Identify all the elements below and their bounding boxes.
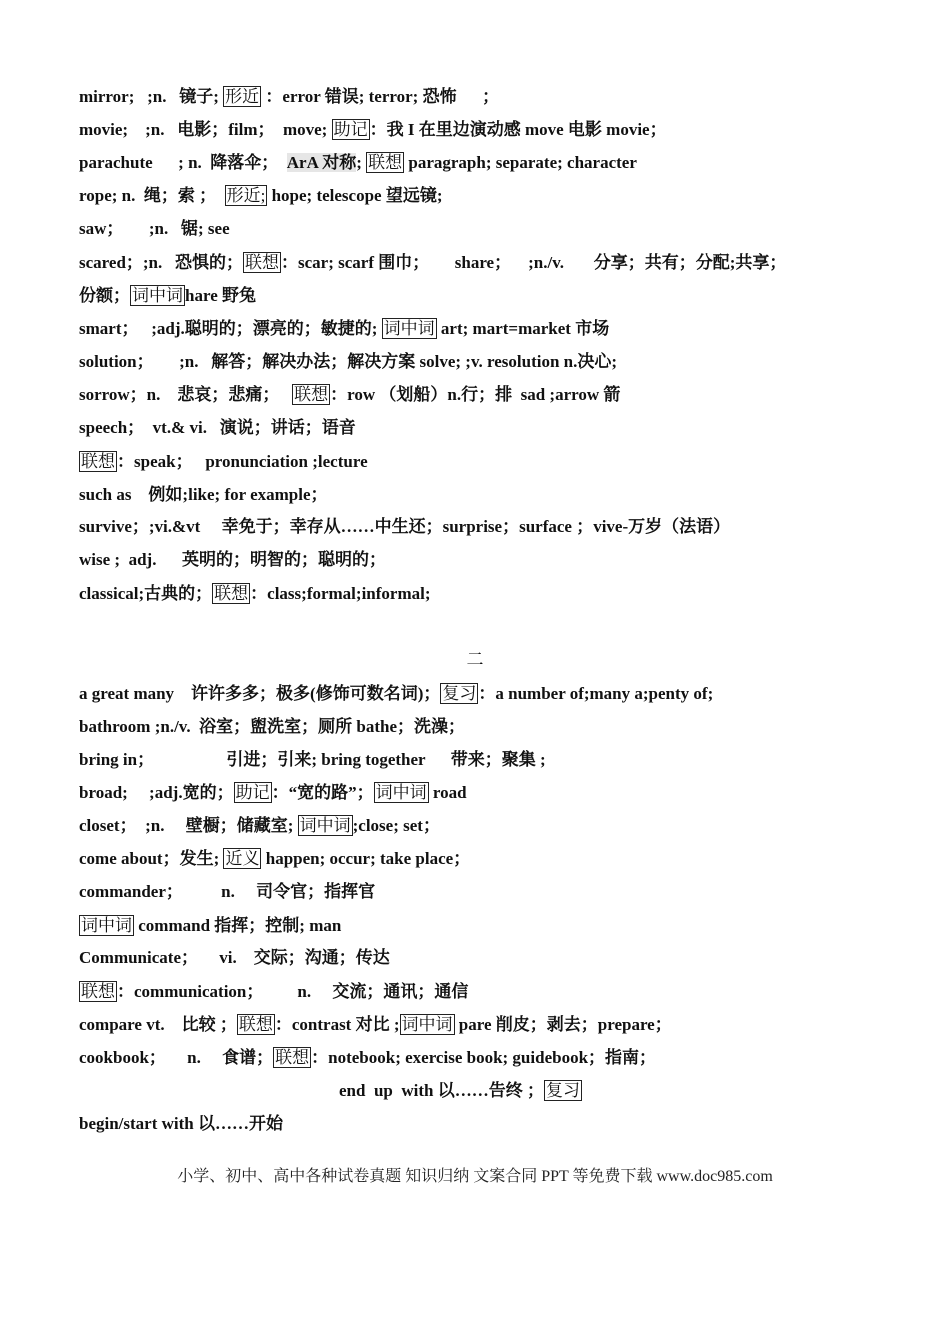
tag-label: 词中词 [81,916,132,935]
vocab-line-begin-with: begin/start with 以……开始 [79,1114,283,1133]
tag-label: 词中词 [375,783,427,802]
highlight-text: ArA 对称 [286,153,357,172]
vocab-line-share-cont: 份额； 词中词 hare 野兔 [79,286,256,305]
vocab-line-survive: survive；;vi.&vt 幸免于；幸存从……中生还；surprise；surface ；vive-万岁（法语） [79,517,731,536]
tag-label: 复习 [442,684,477,703]
vocab-line-compare: compare vt. 比较 ； 联想 ：contrast 对比 ; 词中词 pare 削皮；剥去；prepare； [79,1015,672,1034]
vocab-line-come-about: come about；发生; 近义 happen; occur; take place； [79,849,471,868]
vocab-line-a-great-many: a great many 许许多多；极多(修饰可数名词)； 复习 ：a number of;many a;penty of; [79,684,714,703]
tag-label: 助记 [333,120,368,139]
tag-label: 联想 [294,385,329,404]
section-title: 二 [466,650,484,669]
vocab-line-communication: 联想 ：communication； n. 交流；通讯；通信 [81,982,469,1001]
vocab-line-saw: saw； ;n. 锯; see [79,219,230,238]
vocab-line-classical: classical;古典的； 联想 ：class;formal;informal; [79,584,431,603]
vocab-line-such-as: such as 例如;like; for example； [79,485,328,504]
vocab-line-wise: wise ; adj. 英明的；明智的；聪明的； [79,550,386,569]
tag-label: 近义 [225,849,260,868]
tag-label: 联想 [368,153,403,172]
tag-label: 联想 [81,982,115,1001]
tag-label: 词中词 [299,816,351,835]
tag-label: 助记 [235,783,270,802]
tag-label: 联想 [245,253,280,272]
vocab-line-closet: closet； ;n. 壁橱；储藏室; 词中词 ;close; set； [79,816,440,835]
vocab-line-bathroom: bathroom ;n./v. 浴室；盥洗室；厕所 bathe；洗澡； [79,717,465,736]
vocab-line-command: 词中词 command 指挥；控制; man [81,916,342,935]
tag-label: 联想 [275,1048,310,1067]
vocab-line-smart: smart； ;adj.聪明的；漂亮的；敏捷的; 词中词 art; mart=market 市场 [79,319,610,338]
vocab-line-bring-in: bring in； 引进；引来; bring together 带来；聚集 ; [79,750,546,769]
vocab-line-speech-assoc: 联想 ：speak； pronunciation ;lecture [81,452,368,471]
tag-label: 联想 [81,452,115,471]
tag-label: 词中词 [401,1015,453,1034]
vocab-line-movie: movie; ;n. 电影；film； move; 助记 ：我 I 在里边演动感 move 电影 movie； [79,120,667,139]
vocab-line-cookbook: cookbook； n. 食谱； 联想 ：notebook; exercise book; guidebook；指南； [79,1048,657,1067]
vocab-line-communicate: Communicate； vi. 交际；沟通；传达 [79,948,390,967]
vocab-line-rope: rope; n. 绳；索 ； 形近; hope; telescope 望远镜; [79,186,443,205]
vocab-line-end-up-with: end up with 以……告终 ； 复习 [339,1081,580,1100]
vocab-line-mirror: mirror; ;n. 镜子; 形近 ：error 错误; terror; 恐怖 ； [79,87,500,106]
tag-label: 词中词 [132,286,183,305]
vocab-line-broad: broad; ;adj.宽的； 助记 ：“宽的路”； 词中词 road [79,783,467,802]
tag-label: 联想 [214,584,249,603]
vocab-line-parachute: parachute ; n. 降落伞； ArA 对称; 联想 paragraph; separate; character [79,153,637,172]
vocab-line-sorrow: sorrow；n. 悲哀；悲痛； 联想 ：row （划船）n.行；排 sad ;arrow 箭 [79,385,621,404]
vocab-line-commander: commander； n. 司令官；指挥官 [79,882,376,901]
tag-label: 形近 [225,87,260,106]
vocab-line-solution: solution； ;n. 解答；解决办法；解决方案 solve; ;v. resolution n.决心; [79,352,618,371]
tag-label: 形近; [226,186,266,205]
tag-label: 词中词 [383,319,435,338]
tag-label: 联想 [238,1015,273,1034]
tag-label: 复习 [545,1081,580,1100]
footer-text: 小学、初中、高中各种试卷真题 知识归纳 文案合同 PPT 等免费下载 www.doc985.com [177,1168,773,1185]
vocab-line-scared: scared；;n. 恐惧的； 联想 ：scar; scarf 围巾； share； ;n./v. 分享；共有；分配;共享； [79,253,787,272]
vocab-line-speech: speech； vt.& vi. 演说；讲话；语音 [79,418,356,437]
